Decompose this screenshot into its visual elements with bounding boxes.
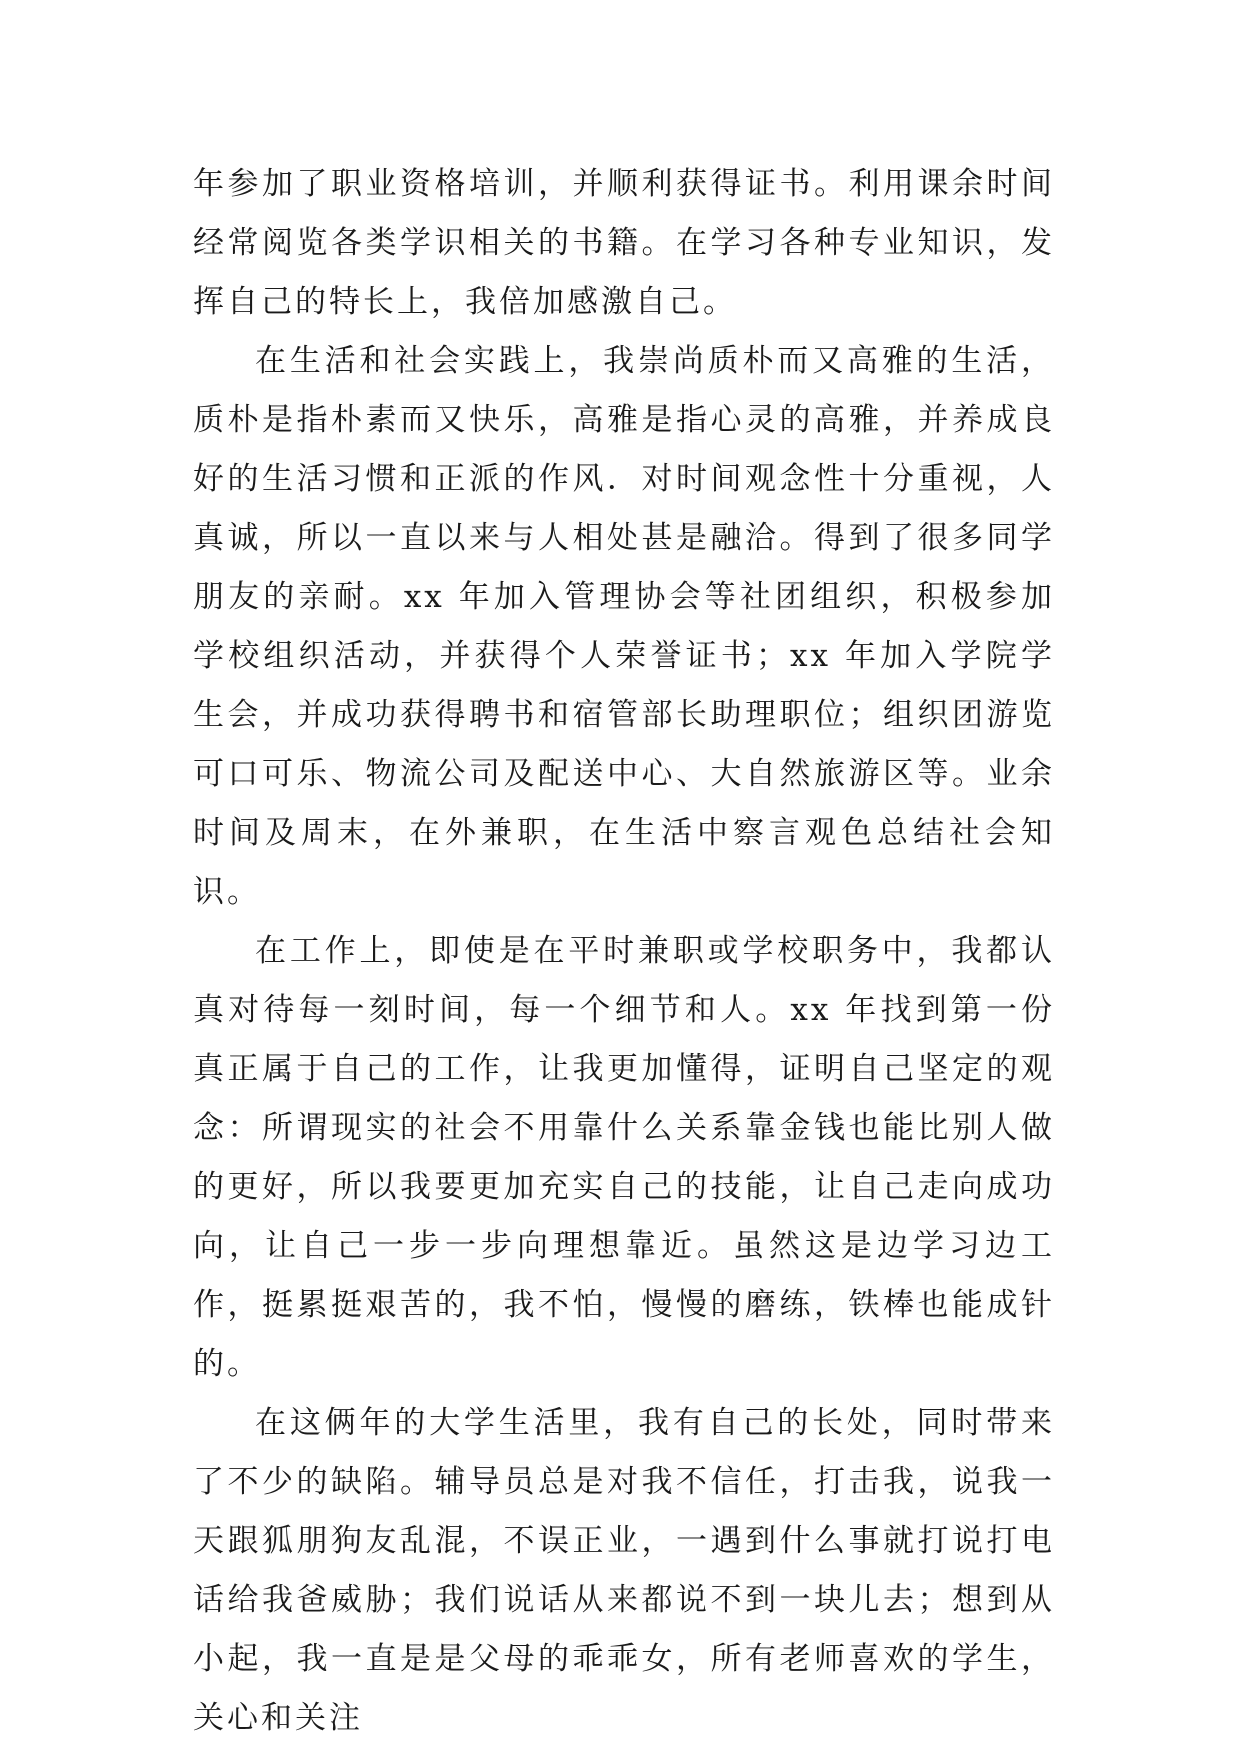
paragraph-3: 在工作上，即使是在平时兼职或学校职务中，我都认真对待每一刻时间，每一个细节和人。xx 年找到第一份真正属于自己的工作，让我更加懂得，证明自己坚定的观念：所谓现实的社会不用靠什么关系靠金钱也能比别人做的更好，所以我要更加充实自己的技能，让自己走向成功向，让自己一步一步向理想靠近。虽然这是边学习边工作，挺累挺艰苦的，我不怕，慢慢的磨练，铁棒也能成针的。	[193, 933, 1055, 1382]
paragraph-1: 年参加了职业资格培训，并顺利获得证书。利用课余时间经常阅览各类学识相关的书籍。在学习各种专业知识，发挥自己的特长上，我倍加感激自己。	[193, 166, 1055, 320]
paragraph-4: 在这俩年的大学生活里，我有自己的长处，同时带来了不少的缺陷。辅导员总是对我不信任，打击我，说我一天跟狐朋狗友乱混，不误正业，一遇到什么事就打说打电话给我爸威胁；我们说话从来都说不到一块儿去；想到从小起，我一直是是父母的乖乖女，所有老师喜欢的学生，关心和关注	[193, 1405, 1055, 1736]
document-body	[193, 155, 1055, 1748]
paragraph-2: 在生活和社会实践上，我崇尚质朴而又高雅的生活，质朴是指朴素而又快乐，高雅是指心灵的高雅，并养成良好的生活习惯和正派的作风．对时间观念性十分重视，人真诚，所以一直以来与人相处甚是融洽。得到了很多同学朋友的亲耐。xx 年加入管理协会等社团组织，积极参加学校组织活动，并获得个人荣誉证书；xx 年加入学院学生会，并成功获得聘书和宿管部长助理职位；组织团游览可口可乐、物流公司及配送中心、大自然旅游区等。业余时间及周末，在外兼职，在生活中察言观色总结社会知识。	[193, 343, 1055, 910]
